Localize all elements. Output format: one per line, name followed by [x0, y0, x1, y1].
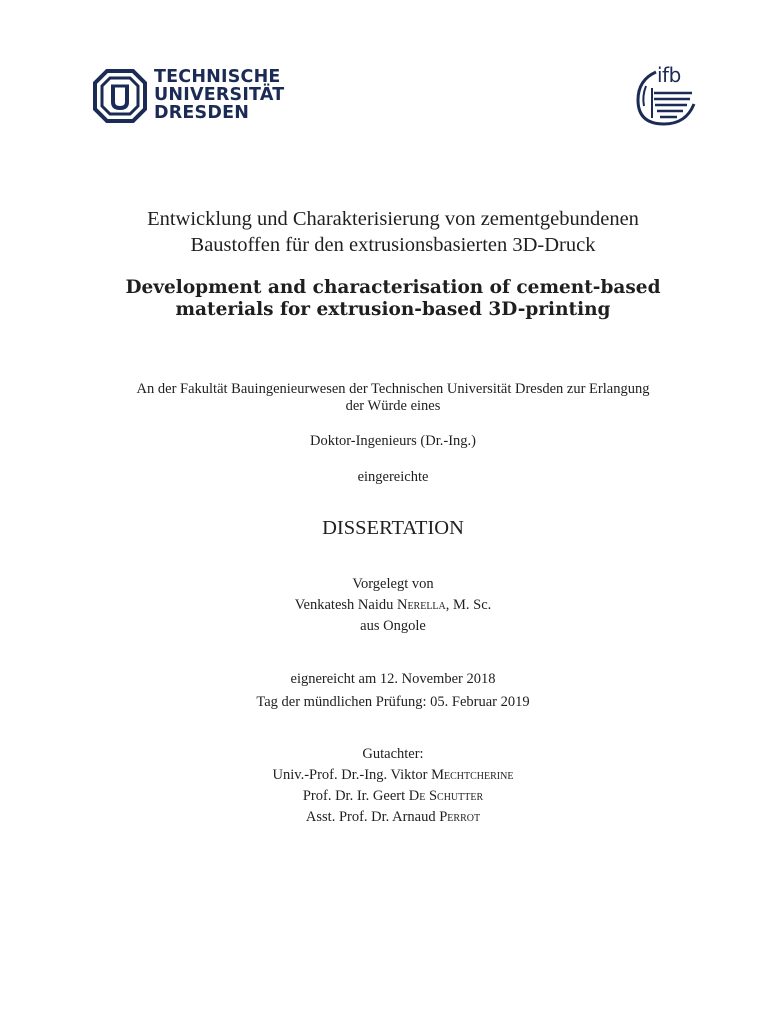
dates-block [0, 668, 768, 714]
degree: Doktor-Ingenieurs (Dr.-Ing.) [309, 433, 476, 449]
tud-line-3: DRESDEN [154, 103, 250, 123]
tud-line-2: UNIVERSITÄT [154, 85, 285, 105]
author-name [0, 595, 768, 616]
author-suffix: , M. Sc. [445, 597, 492, 613]
reviewer-title: Prof. Dr. Ir. Geert [302, 788, 406, 804]
tu-dresden-emblem-icon [92, 68, 148, 124]
document-type: DISSERTATION [322, 517, 464, 539]
ifb-logo [634, 63, 698, 128]
german-title-line-1: Entwicklung und Charakterisierung von zementgebundenen [147, 208, 639, 230]
faculty-line-2: der Würde eines [345, 398, 441, 414]
faculty-line-1: An der Fakultät Bauingenieurwesen der Technischen Universität Dresden zur Erlangung [136, 381, 650, 397]
reviewer-title: Univ.-Prof. Dr.-Ing. Viktor [272, 767, 428, 783]
submission-date: eignereicht am 12. November 2018 [290, 671, 496, 687]
tu-dresden-logo [92, 68, 292, 126]
reviewers-block [0, 744, 768, 828]
exam-date: Tag der mündlichen Prüfung: 05. Februar 2019 [256, 694, 530, 710]
reviewer [0, 807, 768, 828]
author-origin: aus Ongole [360, 618, 426, 634]
reviewer-surname: Perrot [439, 809, 481, 825]
reviewer [0, 765, 768, 786]
english-title [0, 277, 768, 321]
author-first-names: Venkatesh Naidu [294, 597, 394, 613]
faculty-statement [0, 381, 768, 415]
german-title-line-2: Baustoffen für den extrusionsbasierten 3D-Druck [190, 234, 596, 256]
tud-line-1: TECHNISCHE [154, 67, 281, 87]
german-title [0, 206, 768, 258]
submitted-label: eingereichte [357, 469, 429, 485]
author-surname: Nerella [396, 597, 446, 613]
author-block [0, 574, 768, 637]
tu-dresden-wordmark [154, 68, 284, 122]
reviewer [0, 786, 768, 807]
english-title-line-1: Development and characterisation of cement-based [125, 277, 661, 298]
ifb-label: ifb [657, 63, 681, 87]
reviewer-title: Asst. Prof. Dr. Arnaud [305, 809, 436, 825]
presented-by: Vorgelegt von [352, 576, 434, 592]
reviewers-heading: Gutachter: [362, 746, 424, 762]
english-title-line-2: materials for extrusion-based 3D-printing [175, 299, 611, 320]
reviewer-surname: De Schutter [408, 788, 484, 804]
reviewer-surname: Mechtcherine [431, 767, 514, 783]
